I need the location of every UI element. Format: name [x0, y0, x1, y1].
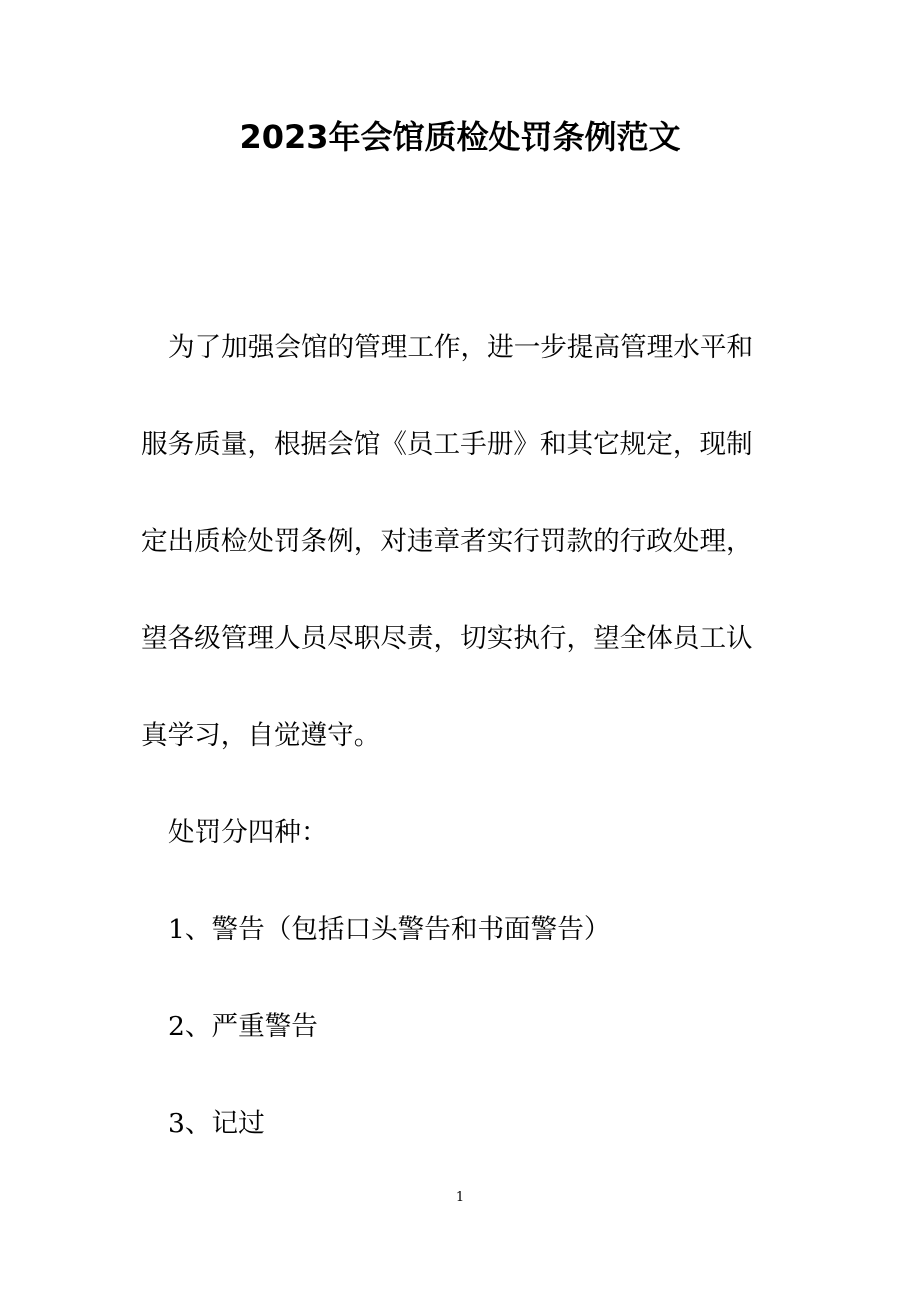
penalty-heading: 处罚分四种：	[168, 817, 328, 848]
paragraph-line: 望各级管理人员尽职尽责，切实执行，望全体员工认	[141, 623, 753, 654]
document-title: 2023年会馆质检处罚条例范文	[239, 118, 681, 156]
penalty-item: 3、记过	[168, 1108, 265, 1139]
penalty-item: 1、警告（包括口头警告和书面警告）	[168, 914, 611, 945]
document-body	[141, 299, 781, 1172]
paragraph-line: 定出质检处罚条例，对违章者实行罚款的行政处理，	[141, 526, 753, 557]
penalty-item: 2、严重警告	[168, 1011, 318, 1042]
paragraph-line: 为了加强会馆的管理工作，进一步提高管理水平和	[168, 332, 754, 363]
paragraph-line: 真学习，自觉遵守。	[141, 720, 381, 751]
paragraph-line: 服务质量，根据会馆《员工手册》和其它规定，现制	[141, 429, 753, 460]
page-number: 1	[455, 1190, 465, 1205]
